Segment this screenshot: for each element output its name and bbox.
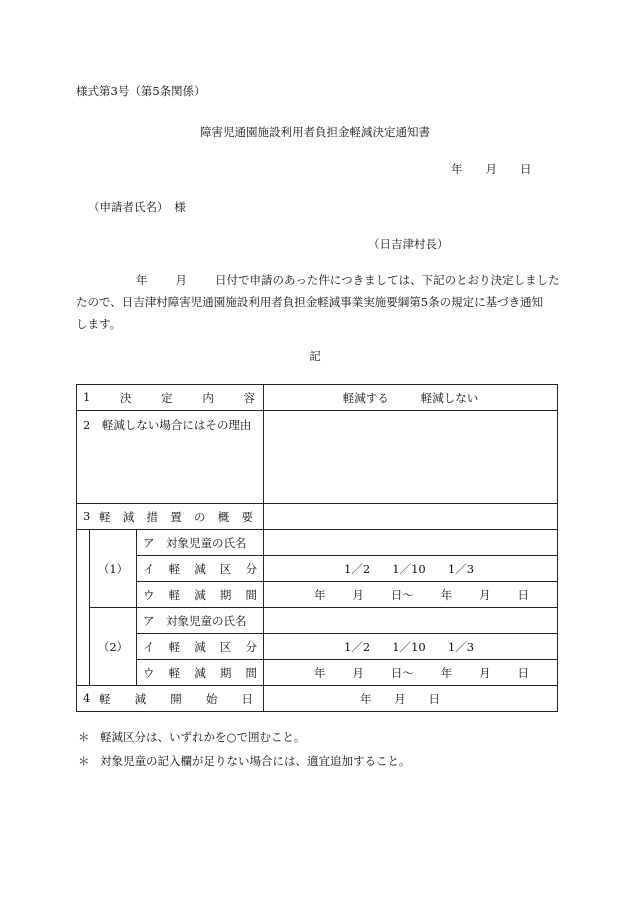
asterisk-icon: ＊: [78, 754, 90, 768]
start-date-label-cell: 4 軽 減 開 始 日: [77, 686, 264, 712]
body-paragraph: [76, 269, 560, 335]
ki-heading: 記: [309, 349, 321, 363]
asterisk-icon: ＊: [78, 730, 90, 744]
group2-period-label: ウ 軽 減 期 間: [137, 660, 264, 686]
note-1: ＊ 軽減区分は、いずれかを○で囲むこと。: [78, 730, 306, 744]
decision-table: [76, 384, 558, 712]
indent-cell: [77, 530, 90, 608]
group2-name-row: [77, 608, 558, 634]
ratio-tenth[interactable]: 1／10: [392, 561, 426, 576]
ratio-third[interactable]: 1／3: [447, 639, 475, 654]
group2-category-row: [77, 634, 558, 660]
group1-category-row: [77, 556, 558, 582]
notes: [78, 729, 411, 777]
body-line-2: たので、日吉津村障害児通園施設利用者負担金軽減事業実施要綱第5条の規定に基づき通知: [76, 295, 544, 309]
option-no-reduce[interactable]: 軽減しない: [420, 390, 479, 405]
row-decision: [77, 385, 558, 411]
document-title: 障害児通園施設利用者負担金軽減決定通知書: [200, 125, 430, 139]
body-line-3: します。: [76, 317, 122, 331]
body-day-text: 日付で申請のあった件につきましては、下記のとおり決定しました: [215, 273, 560, 287]
start-date-field[interactable]: 年 月 日: [264, 686, 558, 712]
group2-category-field[interactable]: [264, 634, 558, 660]
group1-category-label: イ 軽 減 区 分: [137, 556, 264, 582]
option-reduce[interactable]: 軽減する: [342, 390, 389, 405]
group1-period-row: [77, 582, 558, 608]
group2-child-name-field[interactable]: [264, 608, 558, 634]
overview-label-cell: 3 軽 減 措 置 の 概 要: [77, 504, 264, 530]
group1-name-row: [77, 530, 558, 556]
row-start-date: [77, 686, 558, 712]
body-month: 月: [175, 273, 187, 287]
form-number: 様式第3号（第5条関係）: [76, 84, 206, 98]
group1-period-label: ウ 軽 減 期 間: [137, 582, 264, 608]
ratio-tenth[interactable]: 1／10: [392, 639, 426, 654]
group1-label: （1）: [90, 530, 137, 608]
reason-field[interactable]: [264, 411, 558, 504]
indent-cell: [77, 608, 90, 686]
group2-period-field[interactable]: 年 月 日～ 年 月 日: [264, 660, 558, 686]
group2-label: （2）: [90, 608, 137, 686]
row-reason: [77, 411, 558, 504]
ratio-half[interactable]: 1／2: [344, 639, 371, 654]
group1-period-field[interactable]: 年 月 日～ 年 月 日: [264, 582, 558, 608]
issue-date: 年 月 日: [451, 162, 532, 176]
row-overview: [77, 504, 558, 530]
body-year: 年: [136, 273, 148, 287]
group2-period-row: [77, 660, 558, 686]
row1-number: 1: [83, 389, 91, 404]
addressee: （申請者氏名） 様: [88, 200, 186, 214]
decision-label-cell: 1 決 定 内 容: [77, 385, 264, 411]
issuer: （日吉津村長）: [368, 237, 449, 251]
note-2: ＊ 対象児童の記入欄が足りない場合には、適宜追加すること。: [78, 754, 411, 768]
group1-child-name-field[interactable]: [264, 530, 558, 556]
group1-child-name-label: ア 対象児童の氏名: [137, 530, 264, 556]
reason-label: 2 軽減しない場合にはその理由: [77, 411, 264, 504]
group1-category-field[interactable]: [264, 556, 558, 582]
row3-number: 3: [83, 508, 91, 523]
decision-options-cell[interactable]: [264, 385, 558, 411]
group2-child-name-label: ア 対象児童の氏名: [137, 608, 264, 634]
ratio-third[interactable]: 1／3: [447, 561, 475, 576]
group2-category-label: イ 軽 減 区 分: [137, 634, 264, 660]
ratio-half[interactable]: 1／2: [344, 561, 371, 576]
row4-number: 4: [83, 690, 91, 705]
overview-field[interactable]: [264, 504, 558, 530]
